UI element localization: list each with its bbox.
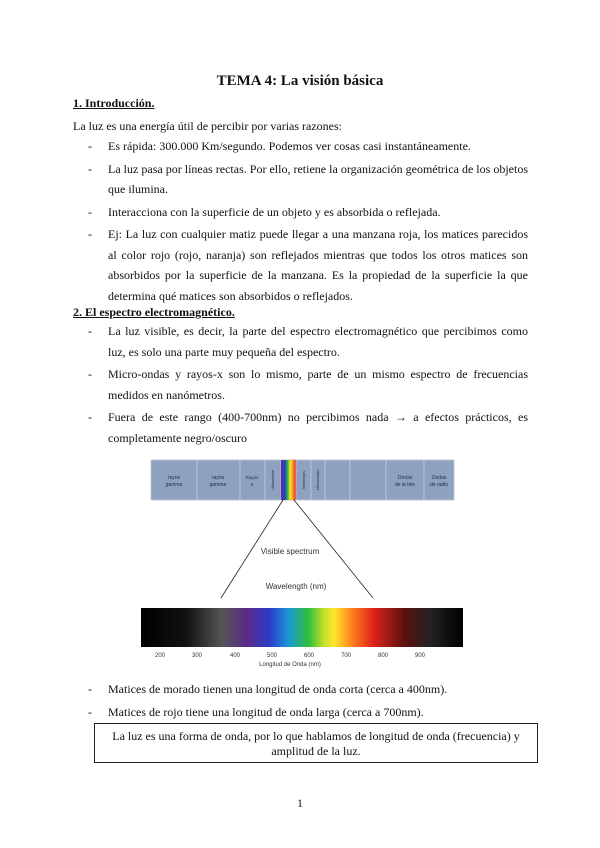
list-item-text: Fuera de este rango (400-700nm) no percibimos nada → a efectos prácticos, es completamente negro/oscuro (108, 410, 528, 445)
list-item-text: Matices de rojo tiene una longitud de onda larga (cerca a 700nm). (108, 704, 424, 719)
color-bullet-list (73, 679, 528, 724)
band-label: Ondas (431, 475, 447, 481)
section-heading-introduccion: 1. Introducción. (73, 96, 155, 110)
list-item-text: Interacciona con la superficie de un objeto y es absorbida o reflejada. (108, 204, 441, 219)
band-label: Ultravioleta (270, 469, 275, 491)
wavelength-label: Wavelength (nm) (265, 582, 327, 591)
summary-note-box: La luz es una forma de onda, por lo que hablamos de longitud de onda (frecuencia) y amplitud de la luz. (94, 723, 538, 763)
band-label: rayos (211, 475, 225, 481)
band-cell (350, 460, 386, 500)
band-label: Rayos (245, 475, 259, 480)
visible-spectrum-label: Visible spectrum (260, 547, 320, 556)
axis-tick-label: 800 (377, 653, 389, 659)
band-label: Microondas (315, 469, 320, 491)
axis-tick-label: 400 (229, 653, 241, 659)
electromagnetic-spectrum-figure (135, 458, 470, 673)
axis-tick-label: 700 (340, 653, 352, 659)
em-band-strip (151, 460, 454, 500)
spectrum-axis (155, 653, 426, 668)
visible-spectrum-bar (141, 608, 463, 647)
axis-tick-label: 200 (154, 653, 166, 659)
list-item-text: La luz pasa por líneas rectas. Por ello, retiene la organización geométrica de los objetos que ilumina. (108, 161, 528, 196)
section-heading-espectro: 2. El espectro electromagnético. (73, 305, 235, 319)
list-item-text: Ej: La luz con cualquier matiz puede llegar a una manzana roja, los matices parecidos al color rojo (rojo, naranja) son reflejados mientras que todos los otros matices son absorbidos por la superficie de la manzana. Es la propiedad de la superficie la que determina qué matices son absorbidos o reflejados. (108, 227, 528, 303)
band-label: gamma (165, 482, 183, 488)
list-item: - Matices de rojo tiene una longitud de onda larga (cerca a 700nm). (88, 704, 424, 719)
list-item: - Micro-ondas y rayos-x son lo mismo, parte de un mismo espectro de frecuencias medidos en nanómetros. (88, 367, 528, 402)
band-label: Infrarrojos (301, 470, 306, 490)
list-item: - Es rápida: 300.000 Km/segundo. Podemos ver cosas casi instantáneamente. (88, 139, 471, 153)
axis-tick-label: 900 (414, 653, 426, 659)
list-item: - La luz visible, es decir, la parte del espectro electromagnético que percibimos como luz, es solo una parte muy pequeña del espectro. (88, 324, 528, 359)
list-item-text: Matices de morado tienen una longitud de onda corta (cerca a 400nm). (108, 682, 448, 696)
band-label: Ondas (397, 475, 413, 481)
list-item-text: La luz visible, es decir, la parte del espectro electromagnético que percibimos como luz, es solo una parte muy pequeña del espectro. (108, 324, 528, 359)
list-item: - Ej: La luz con cualquier matiz puede llegar a una manzana roja, los matices parecidos al color rojo (rojo, naranja) son reflejados mientras que todos los otros matices son absorbidos por la superficie de la manzana. Es la propiedad de la superficie la que determina qué matices son absorbidos o reflejados. (88, 227, 528, 303)
axis-tick-label: 600 (303, 653, 315, 659)
list-item: - La luz pasa por líneas rectas. Por ello, retiene la organización geométrica de los objetos que ilumina. (88, 161, 528, 196)
intro-bullet-list (73, 136, 528, 308)
axis-tick-label: 500 (266, 653, 278, 659)
spectrum-bullet-list (73, 321, 528, 450)
axis-title: Longitud de Onda (nm) (259, 662, 321, 668)
band-label: rayos (167, 475, 181, 481)
list-item-text: Es rápida: 300.000 Km/segundo. Podemos ver cosas casi instantáneamente. (108, 139, 471, 153)
band-label: de radio (429, 482, 449, 488)
list-item: - Fuera de este rango (400-700nm) no percibimos nada → a efectos prácticos, es completamente negro/oscuro (88, 410, 528, 445)
list-item: - Matices de morado tienen una longitud de onda corta (cerca a 400nm). (88, 682, 448, 696)
band-cell (325, 460, 350, 500)
band-label: de la tele (394, 482, 416, 488)
visible-band-cell (281, 460, 296, 500)
list-item: - Interacciona con la superficie de un objeto y es absorbida o reflejada. (88, 204, 441, 219)
axis-tick-label: 300 (191, 653, 203, 659)
band-label: gamma (209, 482, 227, 488)
intro-paragraph: La luz es una energía útil de percibir por varias razones: (73, 119, 342, 133)
band-label: X (250, 482, 254, 487)
list-item-text: Micro-ondas y rayos-x son lo mismo, parte de un mismo espectro de frecuencias medidos en nanómetros. (108, 367, 528, 402)
page-number: 1 (297, 796, 303, 810)
page-title: TEMA 4: La visión básica (216, 73, 384, 89)
spectrum-diagram (135, 458, 470, 673)
band-cell (240, 460, 265, 500)
